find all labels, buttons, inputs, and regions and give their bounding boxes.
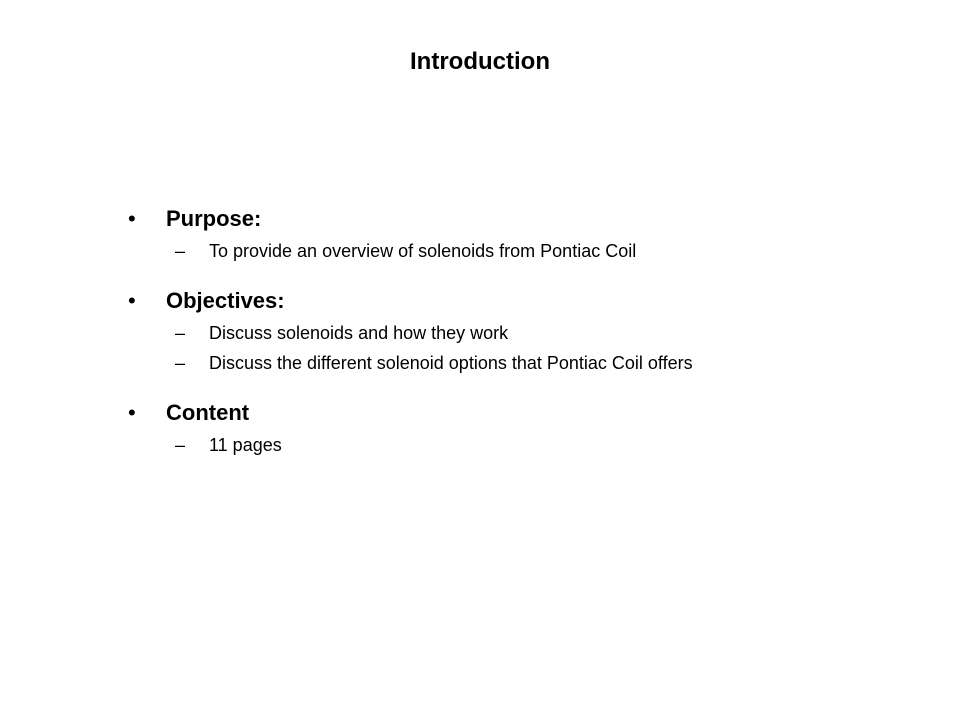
sub-item-text: Discuss the different solenoid options that Pontiac Coil offers bbox=[209, 353, 693, 373]
bullet-icon: • bbox=[128, 206, 136, 231]
bullet-row bbox=[128, 202, 928, 236]
section-content bbox=[128, 396, 928, 460]
bullet-icon: • bbox=[128, 400, 136, 425]
sub-item-text: 11 pages bbox=[209, 435, 282, 455]
dash-icon: – bbox=[175, 435, 186, 455]
dash-icon: – bbox=[175, 323, 186, 343]
section-heading: Objectives: bbox=[166, 288, 285, 313]
sub-item-text: Discuss solenoids and how they work bbox=[209, 323, 509, 343]
bullet-row bbox=[128, 284, 928, 318]
slide-title: Introduction bbox=[410, 48, 550, 75]
bullet-row bbox=[128, 396, 928, 430]
section-objectives bbox=[128, 284, 928, 378]
bullet-icon: • bbox=[128, 288, 136, 313]
sub-item-text: To provide an overview of solenoids from Pontiac Coil bbox=[209, 241, 637, 261]
sub-item bbox=[175, 348, 928, 378]
section-purpose bbox=[128, 202, 928, 266]
sub-item bbox=[175, 318, 928, 348]
sub-item bbox=[175, 430, 928, 460]
slide-content bbox=[128, 202, 928, 478]
sub-item bbox=[175, 236, 928, 266]
dash-icon: – bbox=[175, 241, 186, 261]
section-heading: Purpose: bbox=[166, 206, 262, 231]
dash-icon: – bbox=[175, 353, 186, 373]
section-heading: Content bbox=[166, 400, 250, 425]
